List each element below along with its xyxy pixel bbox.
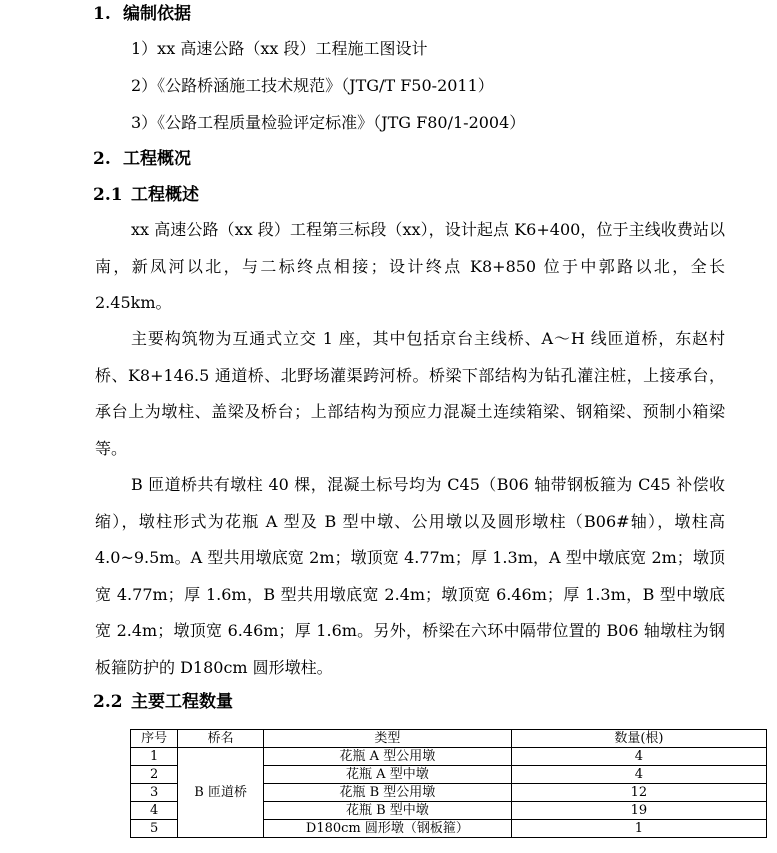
section-1-title: 编制依据	[123, 4, 191, 24]
cell-no: 5	[131, 820, 178, 838]
section-2-2-heading	[93, 690, 233, 714]
reference-item: 2）《公路桥涵施工技术规范》（JTG/T F50-2011）	[131, 76, 494, 95]
overview-paragraph: xx 高速公路（xx 段）工程第三标段（xx），设计起点 K6+400，位于主线收费站以南，新凤河以北，与二标终点相接；设计终点 K8+850 位于中郭路以北，全长 2.45km。	[95, 220, 725, 313]
cell-type: 花瓶 B 型中墩	[263, 802, 511, 820]
cell-type: 花瓶 A 型中墩	[263, 766, 511, 784]
quantity-table	[130, 729, 767, 838]
table-header-row	[131, 730, 767, 748]
cell-type: 花瓶 A 型公用墩	[263, 748, 511, 766]
reference-item: 1）xx 高速公路（xx 段）工程施工图设计	[131, 39, 428, 58]
cell-no: 4	[131, 802, 178, 820]
section-1-number: 1.	[93, 4, 111, 24]
header-no: 序号	[131, 730, 178, 748]
header-bridge-name: 桥名	[178, 730, 264, 748]
cell-quantity: 4	[511, 766, 766, 784]
section-2-heading	[93, 147, 191, 171]
section-2-2-title: 主要工程数量	[131, 692, 233, 712]
cell-no: 2	[131, 766, 178, 784]
section-1-heading	[93, 2, 191, 26]
table-row	[131, 748, 767, 766]
section-2-title: 工程概况	[123, 149, 191, 169]
cell-type: 花瓶 B 型公用墩	[263, 784, 511, 802]
cell-type: D180cm 圆形墩（钢板箍）	[263, 820, 511, 838]
section-2-1-number: 2.1	[93, 185, 123, 205]
structures-paragraph: 主要构筑物为互通式立交 1 座，其中包括京台主线桥、A～H 线匝道桥，东赵村桥、K8+146.5 通道桥、北野场灌渠跨河桥。桥梁下部结构为钻孔灌注桩，上接承台，承台上为墩柱、盖梁及桥台；上部结构为预应力混凝土连续箱梁、钢箱梁、预制小箱梁等。	[95, 329, 725, 458]
header-quantity: 数量(根)	[511, 730, 766, 748]
cell-no: 1	[131, 748, 178, 766]
section-2-number: 2.	[93, 149, 111, 169]
cell-quantity: 1	[511, 820, 766, 838]
pier-paragraph: B 匝道桥共有墩柱 40 棵，混凝土标号均为 C45（B06 轴带钢板箍为 C45 补偿收缩），墩柱形式为花瓶 A 型及 B 型中墩、公用墩以及圆形墩柱（B06#轴），墩柱高 4.0~9.5m。A 型共用墩底宽 2m；墩顶宽 4.77m；厚 1.3m，A 型中墩底宽 2m；墩顶宽 4.77m；厚 1.6m，B 型共用墩底宽 2.4m；墩顶宽 6.46m；厚 1.3m，B 型中墩底宽 2.4m；墩顶宽 6.46m；厚 1.6m。另外，桥梁在六环中隔带位置的 B06 轴墩柱为钢板箍防护的 D180cm 圆形墩柱。	[95, 475, 725, 677]
cell-quantity: 19	[511, 802, 766, 820]
cell-no: 3	[131, 784, 178, 802]
reference-item: 3）《公路工程质量检验评定标准》（JTG F80/1-2004）	[131, 113, 526, 132]
section-2-1-title: 工程概述	[131, 185, 199, 205]
section-2-1-heading	[93, 183, 199, 207]
cell-bridge-name: B 匝道桥	[178, 748, 264, 838]
cell-quantity: 4	[511, 748, 766, 766]
cell-quantity: 12	[511, 784, 766, 802]
header-type: 类型	[263, 730, 511, 748]
section-2-2-number: 2.2	[93, 692, 123, 712]
